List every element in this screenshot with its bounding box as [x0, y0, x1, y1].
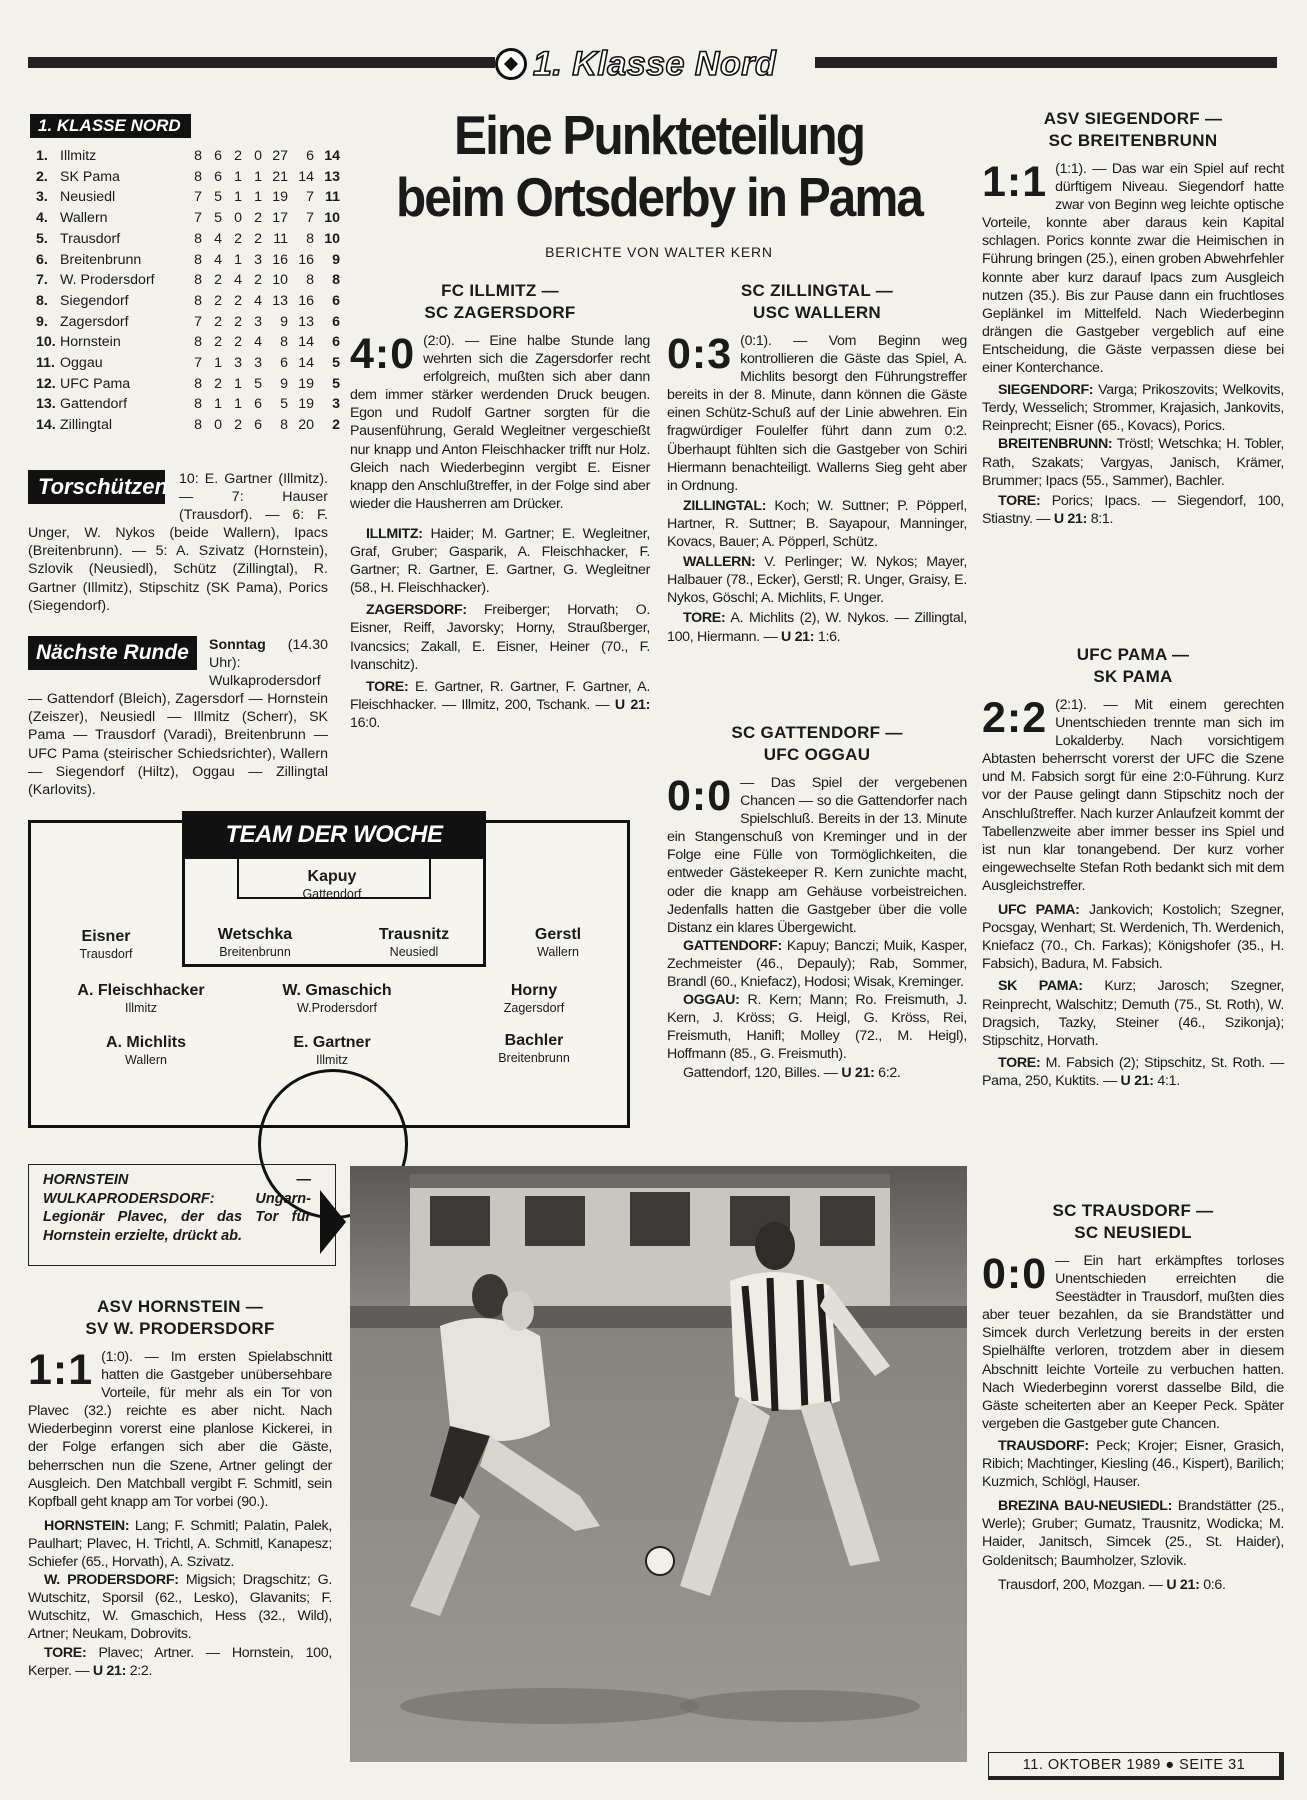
games-cell: 8 — [194, 334, 202, 351]
goals-for-cell: 5 — [280, 396, 288, 413]
goals-for-cell: 11 — [273, 230, 288, 247]
match-body: — Ein hart erkämpftes torloses Unentschieden erreichten die Seestädter in Trausdorf, mußten dies aber teuer bezahlen, da sie Brandstätter und Simcek durch Verletzung bereits in der ersten Spielhälfte verloren, trotzdem aber in diesem Abschnitt leichte Vorteile zu verbuchen hatten. Nach Wiederbeginn vorerst dasselbe Bild, die Gäste scheiterten aber an Keeper Peck. Später vergeben die Gastgeber gute Chancen. — [982, 1253, 1284, 1432]
draws-cell: 2 — [234, 417, 242, 434]
match-score: 0:0 — [982, 1250, 1048, 1298]
table-row — [36, 291, 340, 312]
team-of-week-field — [28, 820, 630, 1128]
match-body: (1:0). — Im ersten Spielabschnitt hatten die Gastgeber unübersehbare Vorteile, für mehr als ein Tor von Plavec (32.) reichte es aber nicht. Nach Wiederbeginn vorerst eine planlose Kickerei, in der Folge erfangen sich aber die Gäste, beherrschen nun die Szene, Artner gelingt der Ausgleich. Den Matchball vergibt F. Schmitl, sein Kopfball geht knapp am Tor vorbei (90.). — [28, 1349, 332, 1510]
u21-result: 2:2. — [129, 1662, 153, 1679]
match-title: ASV SIEGENDORF — — [1043, 109, 1223, 128]
team-cell: Oggau — [60, 355, 103, 372]
team-cell: Breitenbrunn — [60, 251, 142, 268]
goals-for-cell: 10 — [272, 272, 288, 289]
match-title: UFC OGGAU — [763, 745, 871, 764]
wins-cell: 0 — [214, 417, 222, 434]
games-cell: 8 — [194, 230, 202, 247]
team-cell: W. Prodersdorf — [60, 272, 155, 289]
goals-against-cell: 14 — [298, 334, 314, 351]
venue-text: Gattendorf, 120, Billes. — — [683, 1064, 838, 1081]
goals-for-cell: 8 — [280, 417, 288, 434]
goals-against-cell: 8 — [306, 230, 314, 247]
draws-cell: 2 — [234, 292, 242, 309]
lineup-text: Freiberger; Horvath; O. Eisner, Reiff, Javorsky; Horny, Straußberger, Ivancsics; Zakall, E. Eisner, Heiner (70., F. Ivanschitz). — [350, 602, 650, 673]
scorers-label: Torschützen — [28, 470, 165, 504]
position-cell: 5. — [36, 230, 48, 247]
page-footer — [988, 1752, 1284, 1780]
footer-page: SEITE 31 — [1179, 1757, 1246, 1773]
venue-text: Trausdorf, 200, Mozgan. — — [998, 1576, 1163, 1593]
player-card: Bachler Breitenbrunn — [498, 1032, 570, 1065]
points-cell: 10 — [324, 210, 340, 227]
points-cell: 6 — [332, 334, 340, 351]
match-report-gattendorf — [667, 722, 967, 1082]
goals-text: M. Fabsich (2); Stipschitz, St. Roth. — Pama, 250, Kuktits. — — [982, 1054, 1284, 1089]
match-body: (2:1). — Mit einem gerechten Unentschieden trennte man sich im Lokalderby. Nach vorsichtigem Abtasten beherrscht vorerst der UFC die Szene und M. Fabsich sorgt für eine 2:0-Führung. Kurz vor der Pause gelingt dann Stipschitz noch der Anschlußtreffer. Nach kurzer Anlaufzeit kommt der Tabellenzweite aber immer besser ins Spiel und ist nun klar tonangebend. Der kurz vorher eingewechselte Stefan Roth bedankt sich mit dem Ausgleichstreffer. — [982, 697, 1284, 894]
goals-for-cell: 9 — [280, 375, 288, 392]
banner-rule-left — [28, 57, 495, 68]
wins-cell: 2 — [214, 292, 222, 309]
player-card: Kapuy Gattendorf — [302, 868, 362, 901]
goals-label: TORE: — [998, 492, 1041, 509]
wins-cell: 4 — [214, 251, 222, 268]
lineup-label: GATTENDORF: — [683, 937, 782, 954]
lineup-text: Kurz; Jarosch; Szegner, Reinprecht, Walschitz; Demuth (75., St. Roth), W. Dragsich, Tazky, Steiner (46., Szikonja); Stipschitz, Horvath. — [982, 978, 1284, 1049]
table-row — [36, 353, 340, 374]
match-body: (0:1). — Vom Beginn weg kontrollieren die Gäste das Spiel, A. Michlits besorgt den Führungstreffer bereits in der 8. Minute, dann können die Gäste einen Schütz-Schuß auf der Linie abwehren. Ein fragwürdiger Foulelfer führt dann zum 0:2. Überhaupt fühlten sich die Gastgeber von Schiri Hiermann benachteiligt. Wallerns Sieg geht aber in Ordnung. — [667, 333, 967, 494]
wins-cell: 6 — [214, 148, 222, 164]
goals-against-cell: 20 — [298, 417, 314, 434]
u21-label: U 21: — [1053, 510, 1088, 527]
points-cell: 5 — [332, 375, 340, 392]
goals-label: TORE: — [998, 1054, 1041, 1071]
games-cell: 8 — [194, 168, 202, 185]
goals-against-cell: 19 — [298, 375, 314, 392]
standings-table — [36, 146, 340, 436]
team-cell: Trausdorf — [60, 230, 121, 247]
u21-result: 16:0. — [350, 714, 381, 731]
u21-result: 4:1. — [1157, 1072, 1180, 1089]
table-row — [36, 374, 340, 395]
points-cell: 10 — [324, 230, 340, 247]
draws-cell: 0 — [234, 210, 242, 227]
u21-result: 6:2. — [878, 1064, 901, 1081]
losses-cell: 2 — [254, 210, 262, 227]
team-cell: Gattendorf — [60, 396, 128, 413]
match-body: (1:1). — Das war ein Spiel auf recht dürftigem Niveau. Siegendorf hatte zwar von Beginn weg leichte optische Vorteile, konnte aber daraus kein Kapital schlagen. Porics konnte zwar die Heimischen in Führung bringen (25.), einen groben Abwehrfehler konnte aber kurz darauf Ipacs zum Ausgleich nutzen (35.). Bis zur Pause dann ein fruchtloses Geplänkel im Mittelfeld. Nach Wiederbeginn drängen die Gastgeber vergeblich auf eine Entscheidung, die Gäste verpassen diese bei einer Konterchance. — [982, 161, 1284, 377]
goals-against-cell: 7 — [306, 210, 314, 227]
match-title: ASV HORNSTEIN — — [96, 1297, 264, 1316]
match-title: UFC PAMA — — [1076, 645, 1190, 664]
match-title: SC ZAGERSDORF — [424, 303, 576, 322]
u21-result: 1:6. — [817, 628, 841, 645]
headline-block — [356, 104, 962, 260]
scorers-block — [28, 470, 328, 615]
table-row — [36, 332, 340, 353]
losses-cell: 3 — [254, 313, 262, 330]
match-report-zillingtal — [667, 280, 967, 646]
byline: BERICHTE VON WALTER KERN — [545, 244, 773, 260]
goals-against-cell: 16 — [298, 251, 314, 268]
goals-label: TORE: — [44, 1644, 87, 1661]
table-row — [36, 167, 340, 188]
match-title: SV W. PRODERSDORF — [85, 1319, 275, 1338]
goals-against-cell: 19 — [298, 396, 314, 413]
goals-for-cell: 6 — [280, 355, 288, 372]
lineup-label: W. PRODERSDORF: — [44, 1572, 179, 1589]
points-cell: 5 — [332, 355, 340, 372]
match-photo-image — [350, 1166, 967, 1762]
table-row — [36, 250, 340, 271]
lineup-label: ZILLINGTAL: — [683, 497, 767, 514]
goals-against-cell: 14 — [298, 355, 314, 372]
player-card: Eisner Trausdorf — [79, 928, 133, 961]
goals-against-cell: 16 — [298, 292, 314, 309]
player-card: Trausnitz Neusiedl — [378, 926, 450, 959]
match-body: (2:0). — Eine halbe Stunde lang wehrten sich die Zagersdorfer recht erfolgreich, mußten sich aber dann dem immer stärker werdenden Druck beugen. Egon und Rudolf Gartner sorgten für die Pausenführung, Gerald Wegleitner vergeschießt nur knapp und Anton Fleischhacker trifft nur Holz. Gleich nach Wiederbeginn vergibt E. Eisner knapp den Anschlußtreffer, in der Folge sind aber wieder die Hausherren am Drücker. — [350, 333, 650, 512]
points-cell: 11 — [325, 189, 340, 206]
player-card: Horny Zagersdorf — [503, 982, 565, 1015]
lineup-label: SK PAMA: — [998, 978, 1083, 995]
draws-cell: 1 — [234, 189, 242, 206]
match-score: 4:0 — [350, 330, 416, 378]
photo-caption-box — [28, 1164, 336, 1266]
match-title: USC WALLERN — [753, 303, 881, 322]
banner-rule-right — [815, 57, 1277, 68]
match-score: 1:1 — [982, 158, 1048, 206]
losses-cell: 1 — [254, 168, 262, 185]
games-cell: 8 — [194, 375, 202, 392]
match-title: SC BREITENBRUNN — [1048, 131, 1218, 150]
goals-label: TORE: — [366, 678, 409, 695]
goals-against-cell: 13 — [298, 313, 314, 330]
lineup-label: ZAGERSDORF: — [366, 602, 467, 619]
points-cell: 3 — [332, 396, 340, 413]
goals-text: A. Michlits (2), W. Nykos. — Zillingtal, 100, Hiermann. — — [667, 610, 967, 645]
position-cell: 10. — [36, 334, 56, 351]
headline-line-1: Eine Punkteteilung — [454, 104, 864, 166]
team-cell: Neusiedl — [60, 189, 116, 206]
wins-cell: 4 — [214, 230, 222, 247]
table-row — [36, 394, 340, 415]
lineup-text: Koch; W. Suttner; P. Pöpperl, Hartner, R. Suttner; B. Sayapour, Manninger, Kovacs, Bauer; A. Pöpperl, Schütz. — [667, 497, 967, 551]
position-cell: 6. — [36, 251, 48, 268]
losses-cell: 6 — [254, 417, 262, 434]
lineup-text: V. Perlinger; W. Nykos; Mayer, Halbauer (78., Ecker), Gerstl; R. Unger, Graisy, E. Nykos, Göschl; A. Michlits, F. Unger. — [667, 554, 967, 607]
match-score: 0:0 — [667, 772, 733, 820]
match-body: — Das Spiel der vergebenen Chancen — so die Gattendorfer nach Spielschluß. Bereits in der 13. Minute ein Stangenschuß von Kreminger und in der Folge eine Fülle von Tormöglichkeiten, die entweder Gästekeeper R. Kern zunichte macht, oder die knapp am Gehäuse vorbeistreichen. Jedenfalls hatten die Gastgeber über die volle Distanz ein klares Übergewicht. — [667, 775, 967, 936]
team-cell: Zillingtal — [60, 417, 113, 434]
standings-block — [30, 114, 340, 436]
draws-cell: 3 — [234, 355, 242, 372]
table-row — [36, 415, 340, 436]
goals-for-cell: 19 — [272, 189, 288, 206]
team-cell: Siegendorf — [60, 292, 129, 309]
position-cell: 14. — [36, 417, 56, 434]
match-title: SC TRAUSDORF — — [1052, 1201, 1214, 1220]
goals-for-cell: 16 — [272, 251, 288, 268]
goals-against-cell: 7 — [306, 189, 314, 206]
lineup-text: Brandstätter (25., Werle); Gruber; Gumatz, Trausnitz, Wodicka; M. Haider, Janitsch, Simcek (25., St. Haider), Goldenitsch; Baumholzer, Szlovik. — [982, 1498, 1284, 1569]
wins-cell: 5 — [214, 210, 222, 227]
team-cell: Wallern — [60, 210, 108, 227]
match-title: SK PAMA — [1093, 667, 1173, 686]
draws-cell: 4 — [234, 272, 242, 289]
draws-cell: 1 — [234, 251, 242, 268]
wins-cell: 2 — [214, 334, 222, 351]
lineup-label: BREZINA BAU-NEUSIEDL: — [998, 1498, 1173, 1515]
lineup-label: SIEGENDORF: — [998, 382, 1094, 399]
table-row — [36, 312, 340, 333]
position-cell: 4. — [36, 210, 48, 227]
footer-bullet: ● — [1165, 1757, 1175, 1773]
lineup-text: Peck; Krojer; Eisner, Grasich, Ribich; Machtinger, Kiesling (46., Kispert), Barilich; Kuzmich, Schlögl, Hauser. — [982, 1437, 1284, 1491]
goals-for-cell: 27 — [272, 148, 288, 164]
standings-title: 1. KLASSE NORD — [30, 114, 191, 138]
table-row — [36, 187, 340, 208]
match-title: FC ILLMITZ — — [441, 281, 559, 300]
wins-cell: 2 — [214, 272, 222, 289]
match-score: 2:2 — [982, 694, 1048, 742]
team-of-week-title: TEAM DER WOCHE — [182, 811, 486, 859]
losses-cell: 3 — [254, 355, 262, 372]
goals-against-cell: 8 — [306, 272, 314, 289]
player-card: W. Gmaschich W.Prodersdorf — [282, 982, 392, 1015]
draws-cell: 2 — [234, 230, 242, 247]
table-row — [36, 229, 340, 250]
soccer-ball-icon — [495, 48, 527, 80]
draws-cell: 2 — [234, 148, 242, 164]
player-card: Gerstl Wallern — [534, 926, 582, 959]
u21-label: U 21: — [1120, 1072, 1154, 1089]
lineup-text: R. Kern; Mann; Ro. Freismuth, J. Kern, J. Kröss; G. Heigl, G. Kröss, Rei, Freismuth, Hanifl; Molley (72., M. Heigl), Hoffmann (85., G. Freismuth). — [667, 992, 967, 1063]
table-row — [36, 146, 340, 167]
team-cell: UFC Pama — [60, 375, 131, 392]
losses-cell: 4 — [254, 292, 262, 309]
next-round-block — [28, 636, 328, 799]
u21-label: U 21: — [781, 628, 815, 645]
losses-cell: 2 — [254, 230, 262, 247]
games-cell: 8 — [194, 148, 202, 164]
player-card: Wetschka Breitenbrunn — [217, 926, 293, 959]
next-round-label: Nächste Runde — [28, 636, 197, 670]
match-score: 0:3 — [667, 330, 733, 378]
lineup-label: UFC PAMA: — [998, 902, 1080, 919]
losses-cell: 0 — [254, 148, 262, 164]
draws-cell: 2 — [234, 313, 242, 330]
match-title: SC NEUSIEDL — [1074, 1223, 1192, 1242]
points-cell: 9 — [332, 251, 340, 268]
losses-cell: 4 — [254, 334, 262, 351]
wins-cell: 5 — [214, 189, 222, 206]
goals-against-cell: 14 — [298, 168, 314, 185]
match-report-illmitz — [350, 280, 650, 732]
caption-arrow-icon — [320, 1190, 346, 1254]
wins-cell: 2 — [214, 313, 222, 330]
player-card: E. Gartner Illmitz — [293, 1034, 371, 1067]
next-round-text: (14.30 Uhr): Wulkaprodersdorf — Gattendorf (Bleich), Zagersdorf — Hornstein (Zeiszer), Neusiedl — Illmitz (Scherr), SK Pama — Trausdorf (Varadi), Breitenbrunn — UFC Pama (steirischer Schiedsrichter), Wallern — Siegendorf (Hiltz), Oggau — Zillingtal (Karlovits). — [28, 637, 328, 798]
u21-label: U 21: — [1166, 1576, 1200, 1593]
position-cell: 7. — [36, 272, 48, 289]
draws-cell: 2 — [234, 334, 242, 351]
points-cell: 2 — [332, 417, 340, 434]
section-title: 1. Klasse Nord — [533, 44, 777, 83]
match-report-siegendorf — [982, 108, 1284, 528]
goals-for-cell: 21 — [272, 168, 288, 185]
match-photo — [350, 1166, 967, 1762]
goals-text: E. Gartner, R. Gartner, F. Gartner, A. Fleischhacker. — Illmitz, 200, Tschank. — — [350, 678, 650, 713]
games-cell: 8 — [194, 417, 202, 434]
next-round-day: Sonntag — [209, 637, 266, 653]
losses-cell: 3 — [254, 251, 262, 268]
losses-cell: 6 — [254, 396, 262, 413]
headline-line-2: beim Ortsderby in Pama — [396, 166, 922, 228]
position-cell: 12. — [36, 375, 56, 392]
goals-for-cell: 8 — [280, 334, 288, 351]
match-title: SC GATTENDORF — — [731, 723, 903, 742]
points-cell: 14 — [324, 148, 340, 164]
position-cell: 11. — [36, 355, 55, 372]
goals-label: TORE: — [683, 610, 726, 627]
points-cell: 13 — [324, 168, 340, 185]
points-cell: 6 — [332, 292, 340, 309]
position-cell: 3. — [36, 189, 48, 206]
goals-against-cell: 6 — [306, 148, 314, 164]
team-cell: Zagersdorf — [60, 313, 129, 330]
player-card: A. Fleischhacker Illmitz — [77, 982, 205, 1015]
losses-cell: 2 — [254, 272, 262, 289]
games-cell: 8 — [194, 292, 202, 309]
u21-label: U 21: — [841, 1064, 875, 1081]
goals-for-cell: 9 — [280, 313, 288, 330]
wins-cell: 2 — [214, 375, 222, 392]
lineup-label: HORNSTEIN: — [44, 1517, 130, 1534]
u21-result: 0:6. — [1203, 1576, 1226, 1593]
losses-cell: 5 — [254, 375, 262, 392]
goals-for-cell: 13 — [272, 292, 288, 309]
match-report-hornstein — [28, 1296, 332, 1680]
lineup-text: Migsich; Dragschitz; G. Wutschitz, Sporsil (62., Lesko), Glavanits; F. Wutschitz, W. Gmaschich, Hess (32., Wild), Artner; Neukam, Dobrovits. — [28, 1572, 332, 1643]
position-cell: 2. — [36, 168, 48, 185]
photo-caption: HORNSTEIN — WULKAPRODERSDORF: Ungarn-Legionär Plavec, der das Tor für Hornstein erzielte, drückt ab. — [43, 1172, 311, 1244]
position-cell: 13. — [36, 396, 56, 413]
position-cell: 1. — [36, 148, 48, 164]
draws-cell: 1 — [234, 396, 242, 413]
table-row — [36, 270, 340, 291]
team-cell: SK Pama — [60, 168, 120, 185]
goals-text: Porics; Ipacs. — Siegendorf, 100, Stiastny. — — [982, 492, 1284, 527]
lineup-label: BREITENBRUNN: — [998, 436, 1113, 453]
lineup-label: ILLMITZ: — [366, 525, 423, 542]
lineup-text: Varga; Prikoszovits; Welkovits, Terdy, Wesselich; Strommer, Krajasich, Jankovits, Reinprecht; Eisner (65., Kovacs), Porics. — [982, 382, 1284, 435]
draws-cell: 1 — [234, 168, 242, 185]
goals-text: Plavec; Artner. — Hornstein, 100, Kerper. — — [28, 1644, 332, 1679]
lineup-label: WALLERN: — [683, 554, 756, 571]
points-cell: 8 — [332, 272, 340, 289]
lineup-label: OGGAU: — [683, 992, 740, 1009]
draws-cell: 1 — [234, 375, 242, 392]
losses-cell: 1 — [254, 189, 262, 206]
games-cell: 8 — [194, 396, 202, 413]
footer-date: 11. OKTOBER 1989 — [1022, 1757, 1161, 1773]
player-card: A. Michlits Wallern — [105, 1034, 186, 1067]
points-cell: 6 — [332, 313, 340, 330]
match-report-pama — [982, 644, 1284, 1090]
lineup-text: Haider; M. Gartner; E. Wegleitner, Graf, Gruber; Gasparik, A. Fleischhacker, F. Gartner; R. Gartner, E. Gartner, G. Wegleitner (58., H. Fleischhacker). — [350, 525, 650, 597]
lineup-text: Tröstl; Wetschka; H. Tobler, Rath, Szakats; Vargyas, Janisch, Krämer, Brummer; Ipacs (55., Sammer), Bachler. — [982, 436, 1284, 489]
team-cell: Hornstein — [60, 334, 121, 351]
wins-cell: 1 — [214, 396, 222, 413]
lineup-label: TRAUSDORF: — [998, 1437, 1089, 1454]
u21-label: U 21: — [614, 696, 650, 713]
scorers-text: 10: E. Gartner (Illmitz). — 7: Hauser (Trausdorf). — 6: F. Unger, W. Nykos (beide Wallern), Ipacs (Breitenbrunn). — 5: A. Szivatz (Hornstein), Szlovik (Neusiedl), Schütz (Zillingtal), R. Gartner (Illmitz), Stipschitz (SK Pama), Porics (Siegendorf). — [28, 471, 328, 614]
lineup-text: Kapuy; Banczi; Muik, Kasper, Zechmeister (46., Depauly); Rab, Sommer, Brandl (60., Kniefacz), Hodosi; Wisak, Kreminger. — [667, 937, 967, 991]
wins-cell: 6 — [214, 168, 222, 185]
match-report-trausdorf — [982, 1200, 1284, 1594]
games-cell: 8 — [194, 272, 202, 289]
goals-for-cell: 17 — [272, 210, 288, 227]
wins-cell: 1 — [214, 355, 222, 372]
lineup-text: Lang; F. Schmitl; Palatin, Palek, Paulhart; Plavec, H. Trichtl, A. Schmitl, Kanapesz; Schiefer (65., Horvath), A. Szivatz. — [28, 1517, 332, 1571]
games-cell: 7 — [194, 189, 202, 206]
u21-result: 8:1. — [1090, 510, 1114, 527]
position-cell: 9. — [36, 313, 48, 330]
lineup-text: Jankovich; Kostolich; Szegner, Pocsgay, Wenhart; St. Werdenich, Th. Werdenich, Kniefacz (70., Ch. Farkas); Königshofer (35., H. Fabsich), Badura, M. Fabsich. — [982, 902, 1284, 973]
team-cell: Illmitz — [60, 148, 97, 164]
games-cell: 8 — [194, 251, 202, 268]
match-title: SC ZILLINGTAL — — [740, 281, 894, 300]
games-cell: 7 — [194, 355, 202, 372]
section-banner — [495, 40, 776, 88]
u21-label: U 21: — [92, 1662, 127, 1679]
games-cell: 7 — [194, 313, 202, 330]
position-cell: 8. — [36, 292, 48, 309]
table-row — [36, 208, 340, 229]
match-score: 1:1 — [28, 1346, 94, 1394]
games-cell: 7 — [194, 210, 202, 227]
